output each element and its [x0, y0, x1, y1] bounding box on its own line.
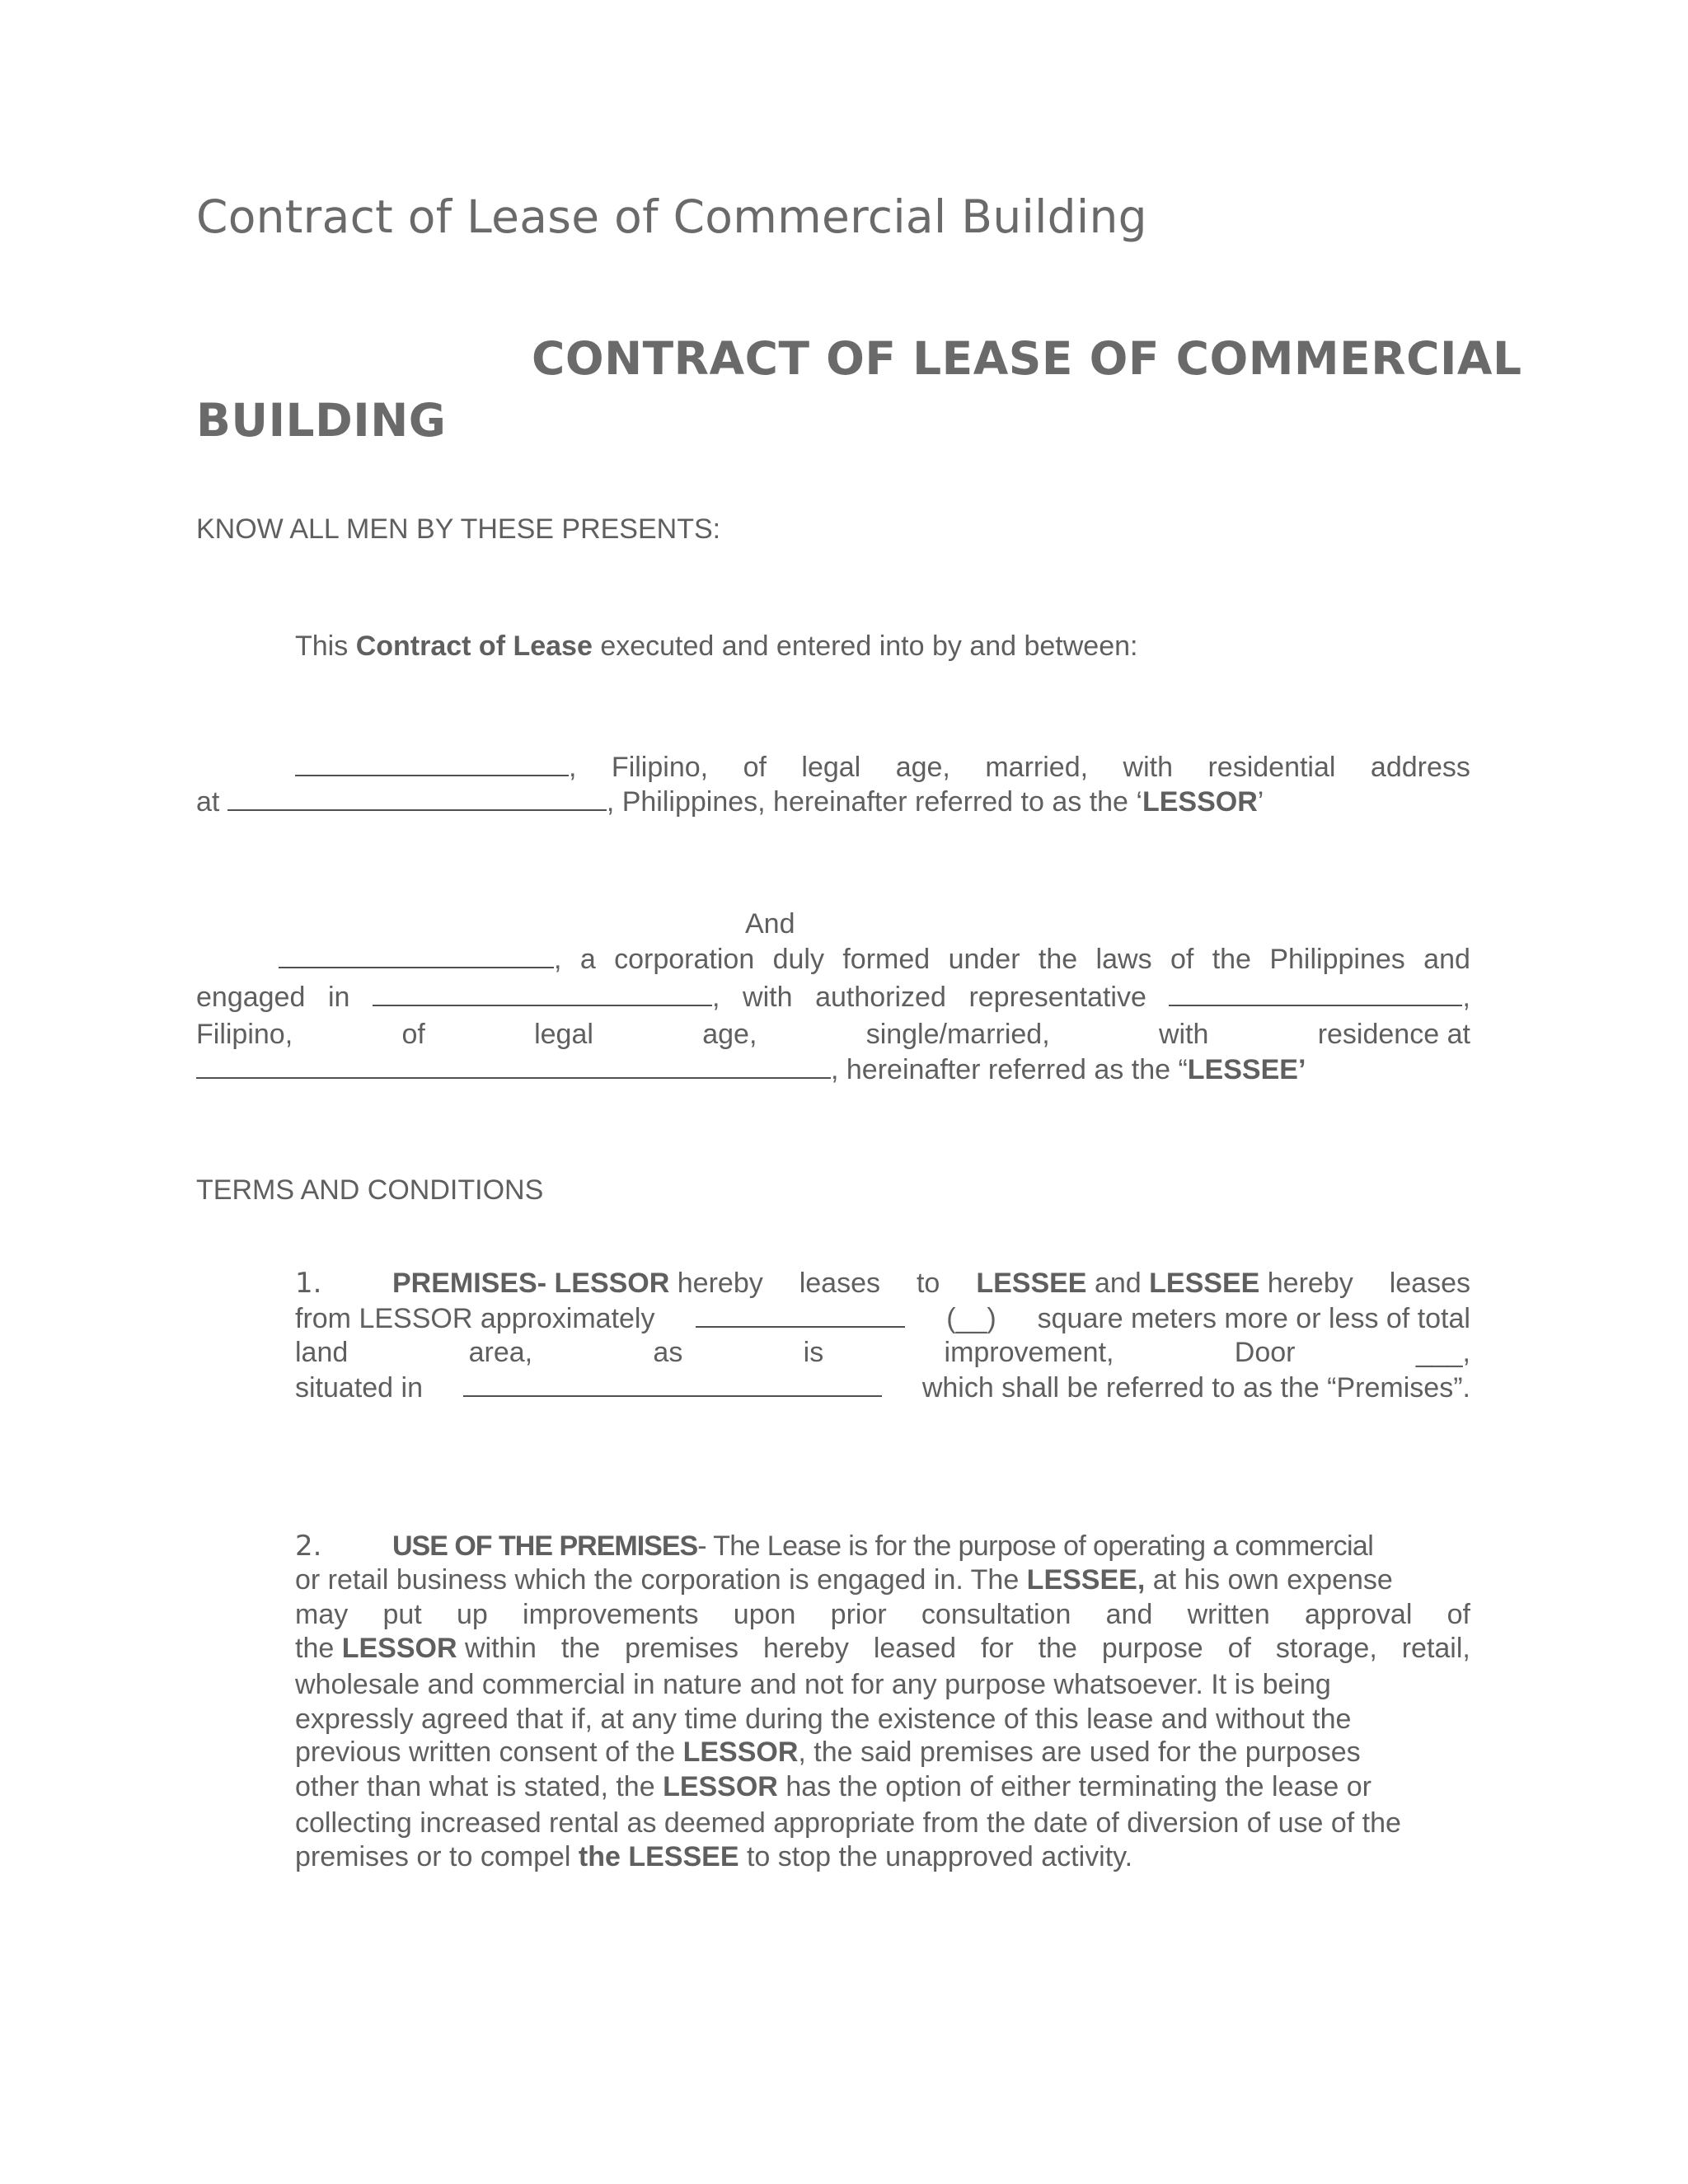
clause2-line-4: the LESSOR within the premises hereby leased for the purpose of storage, retail, [295, 1633, 1470, 1664]
clause2-line-10: premises or to compel the LESSEE to stop the unapproved activity. [295, 1841, 1133, 1872]
door-field[interactable]: ___, [1415, 1337, 1470, 1368]
heading-line-1: CONTRACT OF LEASE OF COMMERCIAL [532, 332, 1522, 385]
lessee-business-field[interactable]: , [373, 980, 720, 1014]
clause1-line-2: from LESSOR approximately (__) square meters more or less of total [295, 1303, 1470, 1334]
clause2-line-8: other than what is stated, the LESSOR has the option of either terminating the lease or [295, 1771, 1372, 1802]
lessee-line-4: , hereinafter referred as the “LESSEE’ [196, 1052, 1306, 1086]
lessee-name-field[interactable]: , [279, 942, 561, 976]
clause1-line-3: land area, as is improvement, Door ___, [295, 1337, 1470, 1368]
lessee-representative-field[interactable]: , [1169, 980, 1470, 1014]
clause1-line-4: situated in which shall be referred to as the “Premises”. [295, 1372, 1470, 1404]
clause2-line-1: 2. USE OF THE PREMISES- The Lease is for the purpose of operating a commercial [295, 1530, 1374, 1563]
clause2-line-9: collecting increased rental as deemed appropriate from the date of diversion of use of the [295, 1807, 1401, 1839]
clause1-number: 1. [295, 1267, 322, 1300]
lessee-line-1: , a corporation duly formed under the laws of the Philippines and [279, 942, 1470, 976]
contract-of-lease-bold: Contract of Lease [355, 630, 593, 662]
lessee-residence-field[interactable] [196, 1052, 831, 1079]
clause2-line-3: may put up improvements upon prior consultation and written approval of [295, 1599, 1470, 1630]
clause2-line-7: previous written consent of the LESSOR, the said premises are used for the purposes [295, 1736, 1361, 1768]
area-field[interactable] [696, 1301, 905, 1328]
document-title: Contract of Lease of Commercial Building [196, 190, 1147, 243]
lessor-line-1: , Filipino, of legal age, married, with residential address [295, 750, 1470, 784]
lessor-line-2: at , Philippines, hereinafter referred to as the ‘LESSOR’ [196, 786, 1264, 818]
lessor-address-field[interactable] [227, 785, 607, 811]
intro-text: KNOW ALL MEN BY THESE PRESENTS: [196, 513, 721, 545]
clause2-number: 2. [295, 1530, 322, 1563]
clause2-heading: USE OF THE PREMISES [392, 1530, 698, 1562]
and-word: And [745, 908, 795, 940]
clause2-line-5: wholesale and commercial in nature and not for any purpose whatsoever. It is being [295, 1669, 1331, 1700]
terms-heading: TERMS AND CONDITIONS [196, 1174, 544, 1206]
lessee-line-3: Filipino, of legal age, single/married, with residence at [196, 1019, 1470, 1050]
clause1-heading: PREMISES- [392, 1268, 547, 1299]
clause2-line-2: or retail business which the corporation is engaged in. The LESSEE, at his own expense [295, 1564, 1393, 1596]
lessor-name-field[interactable]: , [295, 750, 576, 784]
clause2-line-6: expressly agreed that if, at any time during the existence of this lease and without the [295, 1704, 1352, 1735]
parties-intro: This Contract of Lease executed and entered into by and between: [295, 630, 1138, 662]
lessee-label: LESSEE’ [1187, 1054, 1306, 1085]
clause1-line-1: 1. PREMISES- LESSOR hereby leases to LESSEE and LESSEE hereby leases [295, 1267, 1470, 1300]
lessor-label: LESSOR [1142, 786, 1258, 818]
area-number-field[interactable]: (__) [946, 1303, 996, 1334]
heading-line-2: BUILDING [196, 394, 447, 447]
lessee-line-2: engaged in , with authorized representative , [196, 982, 1470, 1013]
location-field[interactable] [463, 1371, 882, 1397]
